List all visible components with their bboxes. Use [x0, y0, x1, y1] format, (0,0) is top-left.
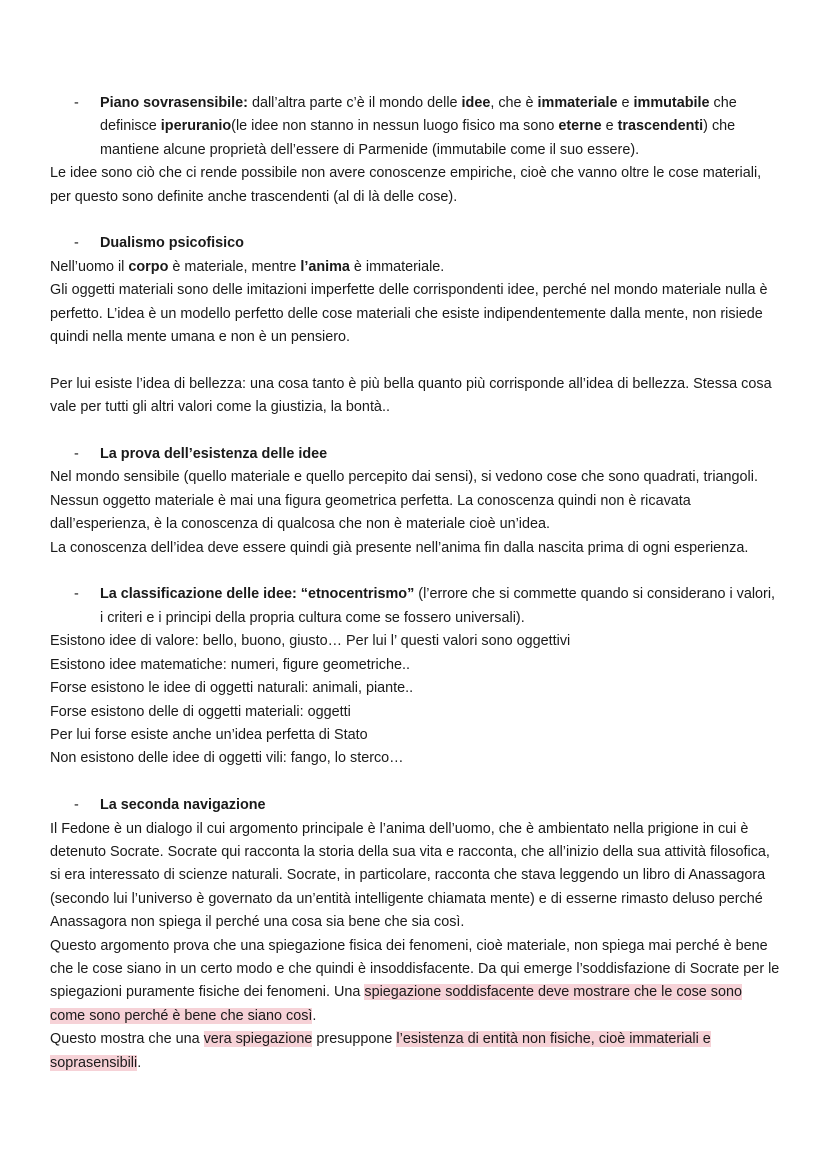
highlighted-text: vera spiegazione [203, 1031, 313, 1048]
paragraph-corpo-anima [50, 256, 780, 279]
text-run: . [137, 1054, 142, 1071]
paragraph-conoscenza-idea: La conoscenza dell’idea deve essere quindi già presente nell’anima fin dalla nascita prima di ogni esperienza. [50, 539, 749, 556]
paragraph-spiegazione-fisica [50, 935, 780, 1029]
text-run: Nell’uomo il [50, 258, 129, 275]
list-line: Per lui forse esiste anche un’idea perfetta di Stato [50, 726, 368, 743]
paragraph-imitazioni: Gli oggetti materiali sono delle imitazioni imperfette delle corrispondenti idee, perché nel mondo materiale nulla è perfetto. L’idea è un modello perfetto delle cose materiali che esiste indipendentemente dalla mente, non risiede quindi nella mente umana e non è un pensiero. [50, 282, 768, 346]
text-run: , che è [490, 95, 538, 111]
term-immateriale: immateriale [537, 95, 618, 111]
list-line: Non esistono delle idee di oggetti vili: fango, lo sterco… [50, 750, 404, 767]
term-immutabile: immutabile [633, 95, 710, 111]
paragraph-bellezza: Per lui esiste l’idea di bellezza: una cosa tanto è più bella quanto più corrisponde all’idea di bellezza. Stessa cosa vale per tutti gli altri valori come la giustizia, la bontà.. [50, 375, 772, 416]
bullet-dash: - [74, 235, 79, 252]
text-run: presuppone [312, 1031, 397, 1048]
term-idee: idee [461, 95, 491, 111]
term-corpo: corpo [128, 258, 169, 275]
section-heading: Dualismo psicofisico [100, 235, 244, 252]
highlighted-text: spiegazione soddisfacente deve mostrare che le cose sono come sono perché è bene che siano così [50, 984, 742, 1024]
text-run: dall’altra parte c’è il mondo delle [247, 95, 462, 111]
list-line: Forse esistono le idee di oggetti naturali: animali, piante.. [50, 680, 414, 697]
list-line: Forse esistono delle di oggetti materiali: oggetti [50, 703, 351, 720]
bullet-piano-sovrasensibile [50, 92, 780, 162]
text-run: è materiale, mentre [168, 258, 301, 275]
paragraph-vera-spiegazione [50, 1028, 780, 1075]
bullet-dualismo-psicofisico [50, 232, 780, 255]
section-heading: La classificazione delle idee: “etnocentrismo” [100, 586, 415, 603]
bullet-classificazione [50, 583, 780, 630]
bullet-dash: - [74, 586, 79, 603]
paragraph-mondo-sensibile: Nel mondo sensibile (quello materiale e quello percepito dai sensi), si vedono cose che sono quadrati, triangoli. Nessun oggetto materiale è mai una figura geometrica perfetta. La conoscenza quindi non è ricavata dall’esperienza, è la conoscenza di qualcosa che non è materiale cioè un’idea. [50, 469, 758, 533]
text-run: . [312, 1007, 317, 1024]
text-run: ) che mantiene alcune proprietà dell’essere di Parmenide (immutabile come il suo essere). [100, 118, 736, 158]
bullet-dash: - [74, 446, 79, 463]
list-line: Esistono idee matematiche: numeri, figure geometriche.. [50, 656, 410, 673]
paragraph-fedone: Il Fedone è un dialogo il cui argomento principale è l’anima dell’uomo, che è ambientato nella prigione in cui è detenuto Socrate. Socrate qui racconta la storia della sua vita e racconta, che all’inizio della sua attività filosofica, si era interessato di scienze naturali. Socrate, in particolare, racconta che stava leggendo un libro di Anassagora (secondo lui l’universo è governato da un’entità intelligente chiamata mente) e di esserne rimasto deluso perché Anassagora non spiega il perché una cosa sia bene che sia così. [50, 820, 770, 931]
paragraph-idee-empiriche: Le idee sono ciò che ci rende possibile non avere conoscenze empiriche, cioè che vanno oltre le cose materiali, per questo sono definite anche trascendenti (al di là delle cose). [50, 165, 762, 205]
text-run: e [617, 95, 634, 111]
text-run: che definisce [100, 95, 737, 135]
text-run: (l’errore che si commette quando si considerano i valori, i criteri e i principi della propria cultura come se fossero universali). [100, 586, 776, 626]
highlighted-text: l’esistenza di entità non fisiche, cioè immateriali e soprasensibili [50, 1031, 711, 1071]
text-run: Questo argomento prova che una spiegazione fisica dei fenomeni, cioè materiale, non spiega mai perché è bene che le cose siano in un certo modo e che quindi è insoddisfacente. Da qui emerge l’soddisfazione di Socrate per le spiegazioni puramente fisiche dei fenomeni. Una [50, 937, 780, 1001]
term-piano-sovrasensibile: Piano sovrasensibile: [100, 95, 248, 111]
bullet-dash: - [74, 797, 79, 814]
term-trascendenti: trascendenti [617, 118, 704, 135]
term-iperuranio: iperuranio [160, 118, 232, 135]
list-line: Esistono idee di valore: bello, buono, giusto… Per lui l’ questi valori sono oggettivi [50, 633, 571, 650]
text-run: (le idee non stanno in nessun luogo fisico ma sono [231, 118, 559, 135]
text-run: è immateriale. [349, 258, 445, 275]
term-anima: l’anima [300, 258, 350, 275]
bullet-seconda-navigazione [50, 794, 780, 817]
section-heading: La prova dell’esistenza delle idee [100, 446, 328, 463]
text-run: Questo mostra che una [50, 1031, 204, 1048]
bullet-prova-esistenza [50, 443, 780, 466]
section-heading: La seconda navigazione [100, 797, 266, 814]
term-eterne: eterne [558, 118, 602, 135]
document-page [50, 92, 780, 1075]
text-run: e [601, 118, 618, 135]
bullet-dash: - [74, 95, 79, 111]
